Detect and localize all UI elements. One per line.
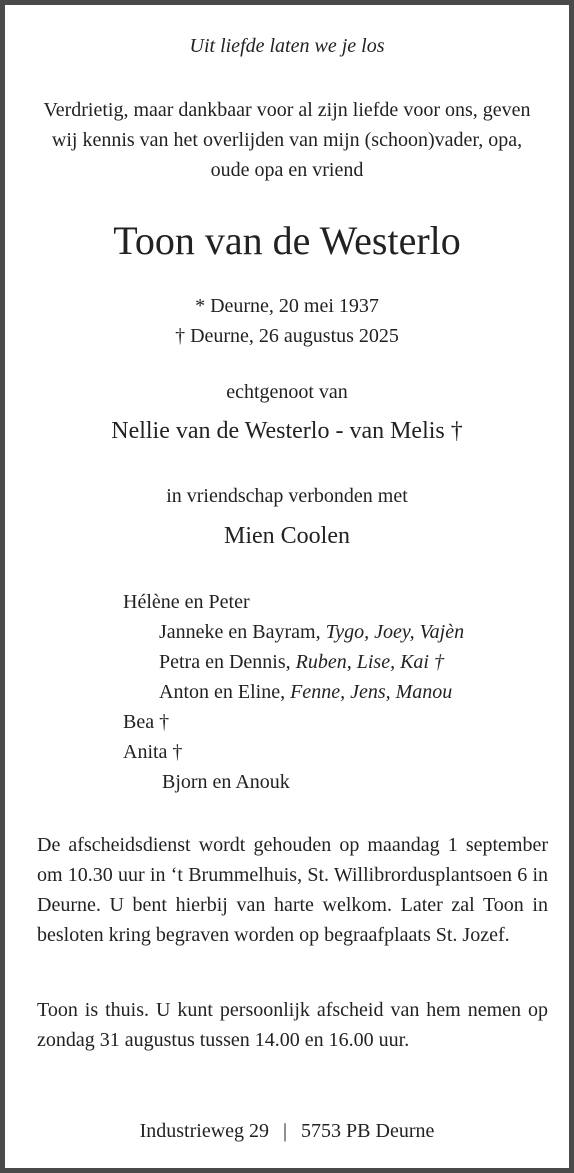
spouse-name: Nellie van de Westerlo - van Melis † [111, 418, 463, 444]
family-member-name: Petra en Dennis, [159, 651, 296, 673]
family-member [123, 591, 250, 614]
family-member [159, 621, 464, 644]
friend-name: Mien Coolen [224, 523, 350, 549]
family-member-children: Fenne, Jens, Manou [290, 681, 453, 703]
deceased-name: Toon van de Westerlo [113, 218, 461, 263]
family-member-children: Tygo, Joey, Vajèn [325, 621, 465, 643]
service-paragraph: De afscheidsdienst wordt gehouden op maandag 1 september om 10.30 uur in ‘t Brummelhuis, St. Willibrordusplantsoen 6 in Deurne. U bent hierbij van harte welkom. Later zal Toon in besloten kring begraven worden op begraafplaats St. Jozef. [37, 834, 548, 946]
friend-label: in vriendschap verbonden met [166, 485, 408, 507]
family-member [159, 681, 452, 704]
family-member-name: Bjorn en Anouk [162, 771, 290, 793]
address-street: Industrieweg 29 [139, 1120, 270, 1142]
family-member-name: Bea † [123, 711, 170, 733]
family-member [162, 771, 290, 794]
family-member [159, 651, 444, 674]
family-member-name: Janneke en Bayram, [159, 621, 326, 643]
address-city: 5753 PB Deurne [301, 1120, 435, 1142]
address-separator: | [283, 1120, 288, 1142]
address-line [5, 1120, 569, 1143]
death-line: † Deurne, 26 augustus 2025 [175, 325, 399, 347]
family-member-children: Ruben, Lise, Kai † [295, 651, 444, 673]
intro-text: Verdrietig, maar dankbaar voor al zijn liefde voor ons, geven wij kennis van het overlijden van mijn (schoon)vader, opa, oude opa en vriend [43, 99, 531, 181]
birth-line: * Deurne, 20 mei 1937 [195, 295, 379, 317]
family-member-name: Anita † [123, 741, 183, 763]
family-member-name: Hélène en Peter [123, 591, 250, 613]
family-member [123, 741, 182, 764]
family-member [123, 711, 169, 734]
family-member-name: Anton en Eline, [159, 681, 291, 703]
motto: Uit liefde laten we je los [189, 35, 385, 57]
visit-paragraph: Toon is thuis. U kunt persoonlijk afscheid van hem nemen op zondag 31 augustus tussen 14.00 en 16.00 uur. [37, 999, 548, 1051]
spouse-label: echtgenoot van [226, 381, 348, 403]
